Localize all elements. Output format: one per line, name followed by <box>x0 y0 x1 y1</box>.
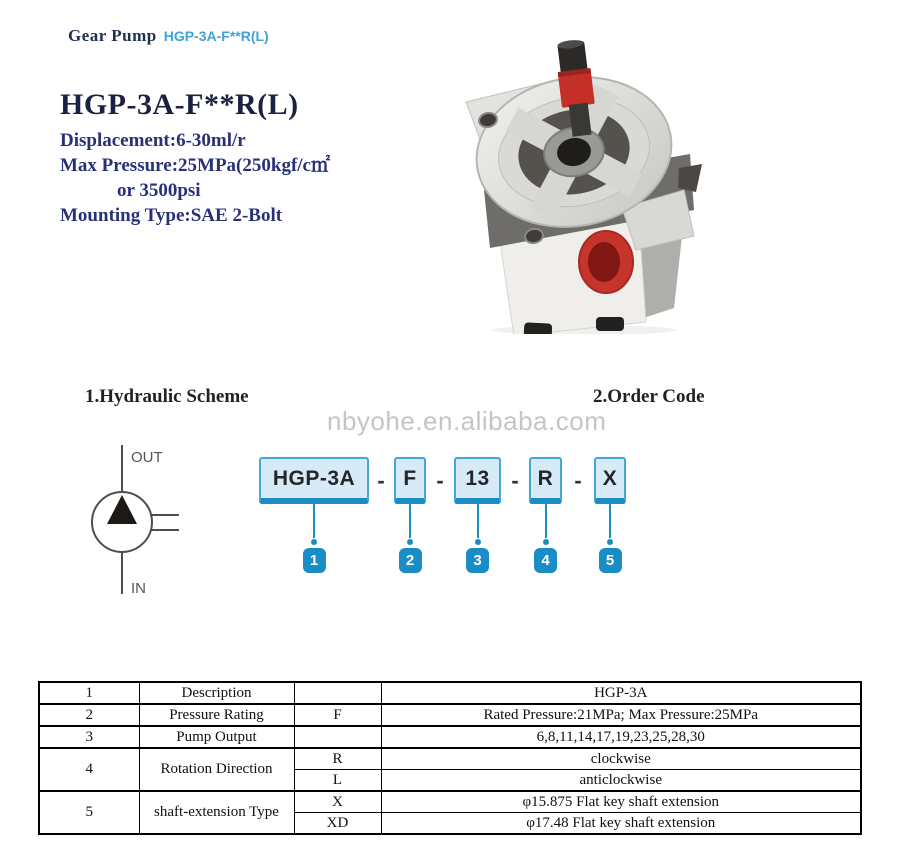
row-code: L <box>294 770 381 792</box>
product-photo <box>426 40 724 334</box>
table-row <box>39 748 861 770</box>
row-value: φ15.875 Flat key shaft extension <box>381 791 861 813</box>
table-row <box>39 791 861 813</box>
flow-triangle-icon <box>107 495 137 524</box>
row-no: 5 <box>39 791 139 834</box>
order-code-box-2: F <box>394 457 426 504</box>
spec-psi: or 3500psi <box>117 180 201 201</box>
row-code: XD <box>294 813 381 835</box>
gear-pump-illustration <box>426 40 724 334</box>
order-code-box-1: HGP-3A <box>259 457 369 504</box>
row-value: φ17.48 Flat key shaft extension <box>381 813 861 835</box>
row-no: 2 <box>39 704 139 726</box>
table-row <box>39 704 861 726</box>
row-value: 6,8,11,14,17,19,23,25,28,30 <box>381 726 861 748</box>
table-row <box>39 726 861 748</box>
order-step-badge-1: 1 <box>303 548 326 573</box>
order-step-badge-4: 4 <box>534 548 557 573</box>
order-code-box-5: X <box>594 457 626 504</box>
order-code-box-3: 13 <box>454 457 501 504</box>
order-code-segment-1 <box>259 457 369 573</box>
order-code-segment-3 <box>454 457 501 573</box>
row-item: Pump Output <box>139 726 294 748</box>
connector-dot-4 <box>543 539 549 545</box>
order-code-segment-2 <box>394 457 426 573</box>
row-code <box>294 682 381 704</box>
order-code-box-4: R <box>529 457 562 504</box>
connector-line-4 <box>545 504 547 538</box>
order-code-segment-4 <box>529 457 562 573</box>
hydraulic-scheme-symbol <box>75 432 205 610</box>
section-heading-order-code: 2.Order Code <box>593 386 705 407</box>
row-item: Pressure Rating <box>139 704 294 726</box>
order-step-badge-3: 3 <box>466 548 489 573</box>
row-no: 1 <box>39 682 139 704</box>
row-item: Rotation Direction <box>139 748 294 791</box>
code-separator-4: - <box>574 468 582 493</box>
row-code: X <box>294 791 381 813</box>
connector-dot-2 <box>407 539 413 545</box>
code-separator-2: - <box>436 468 444 493</box>
page-header <box>68 26 269 46</box>
connector-line-1 <box>313 504 315 538</box>
row-value: clockwise <box>381 748 861 770</box>
spec-mounting: Mounting Type:SAE 2-Bolt <box>60 205 283 226</box>
row-item: shaft-extension Type <box>139 791 294 834</box>
connector-line-2 <box>409 504 411 538</box>
table-row <box>39 682 861 704</box>
section-heading-hydraulic-scheme: 1.Hydraulic Scheme <box>85 386 249 407</box>
order-step-badge-2: 2 <box>399 548 422 573</box>
order-code-spec-table <box>38 681 862 835</box>
product-title: HGP-3A-F**R(L) <box>60 88 299 121</box>
row-value: Rated Pressure:21MPa; Max Pressure:25MPa <box>381 704 861 726</box>
row-value: anticlockwise <box>381 770 861 792</box>
connector-line-5 <box>609 504 611 538</box>
row-code: F <box>294 704 381 726</box>
row-value: HGP-3A <box>381 682 861 704</box>
row-no: 4 <box>39 748 139 791</box>
connector-dot-3 <box>475 539 481 545</box>
out-port-label: OUT <box>131 449 163 466</box>
row-code: R <box>294 748 381 770</box>
row-no: 3 <box>39 726 139 748</box>
title-block <box>60 88 330 228</box>
row-code <box>294 726 381 748</box>
spec-max-pressure: Max Pressure:25MPa(250kgf/c㎡ <box>60 155 330 176</box>
row-item: Description <box>139 682 294 704</box>
order-step-badge-5: 5 <box>599 548 622 573</box>
in-port-label: IN <box>131 580 146 597</box>
product-type-label: Gear Pump <box>68 26 157 45</box>
code-separator-1: - <box>377 468 385 493</box>
code-separator-3: - <box>511 468 519 493</box>
connector-dot-1 <box>311 539 317 545</box>
connector-line-3 <box>477 504 479 538</box>
pump-symbol-icon <box>75 432 205 610</box>
watermark-text: nbyohe.en.alibaba.com <box>327 406 607 436</box>
spec-displacement: Displacement:6-30ml/r <box>60 130 246 151</box>
order-code-segment-5 <box>594 457 626 573</box>
product-model-label: HGP-3A-F**R(L) <box>163 28 269 44</box>
connector-dot-5 <box>607 539 613 545</box>
